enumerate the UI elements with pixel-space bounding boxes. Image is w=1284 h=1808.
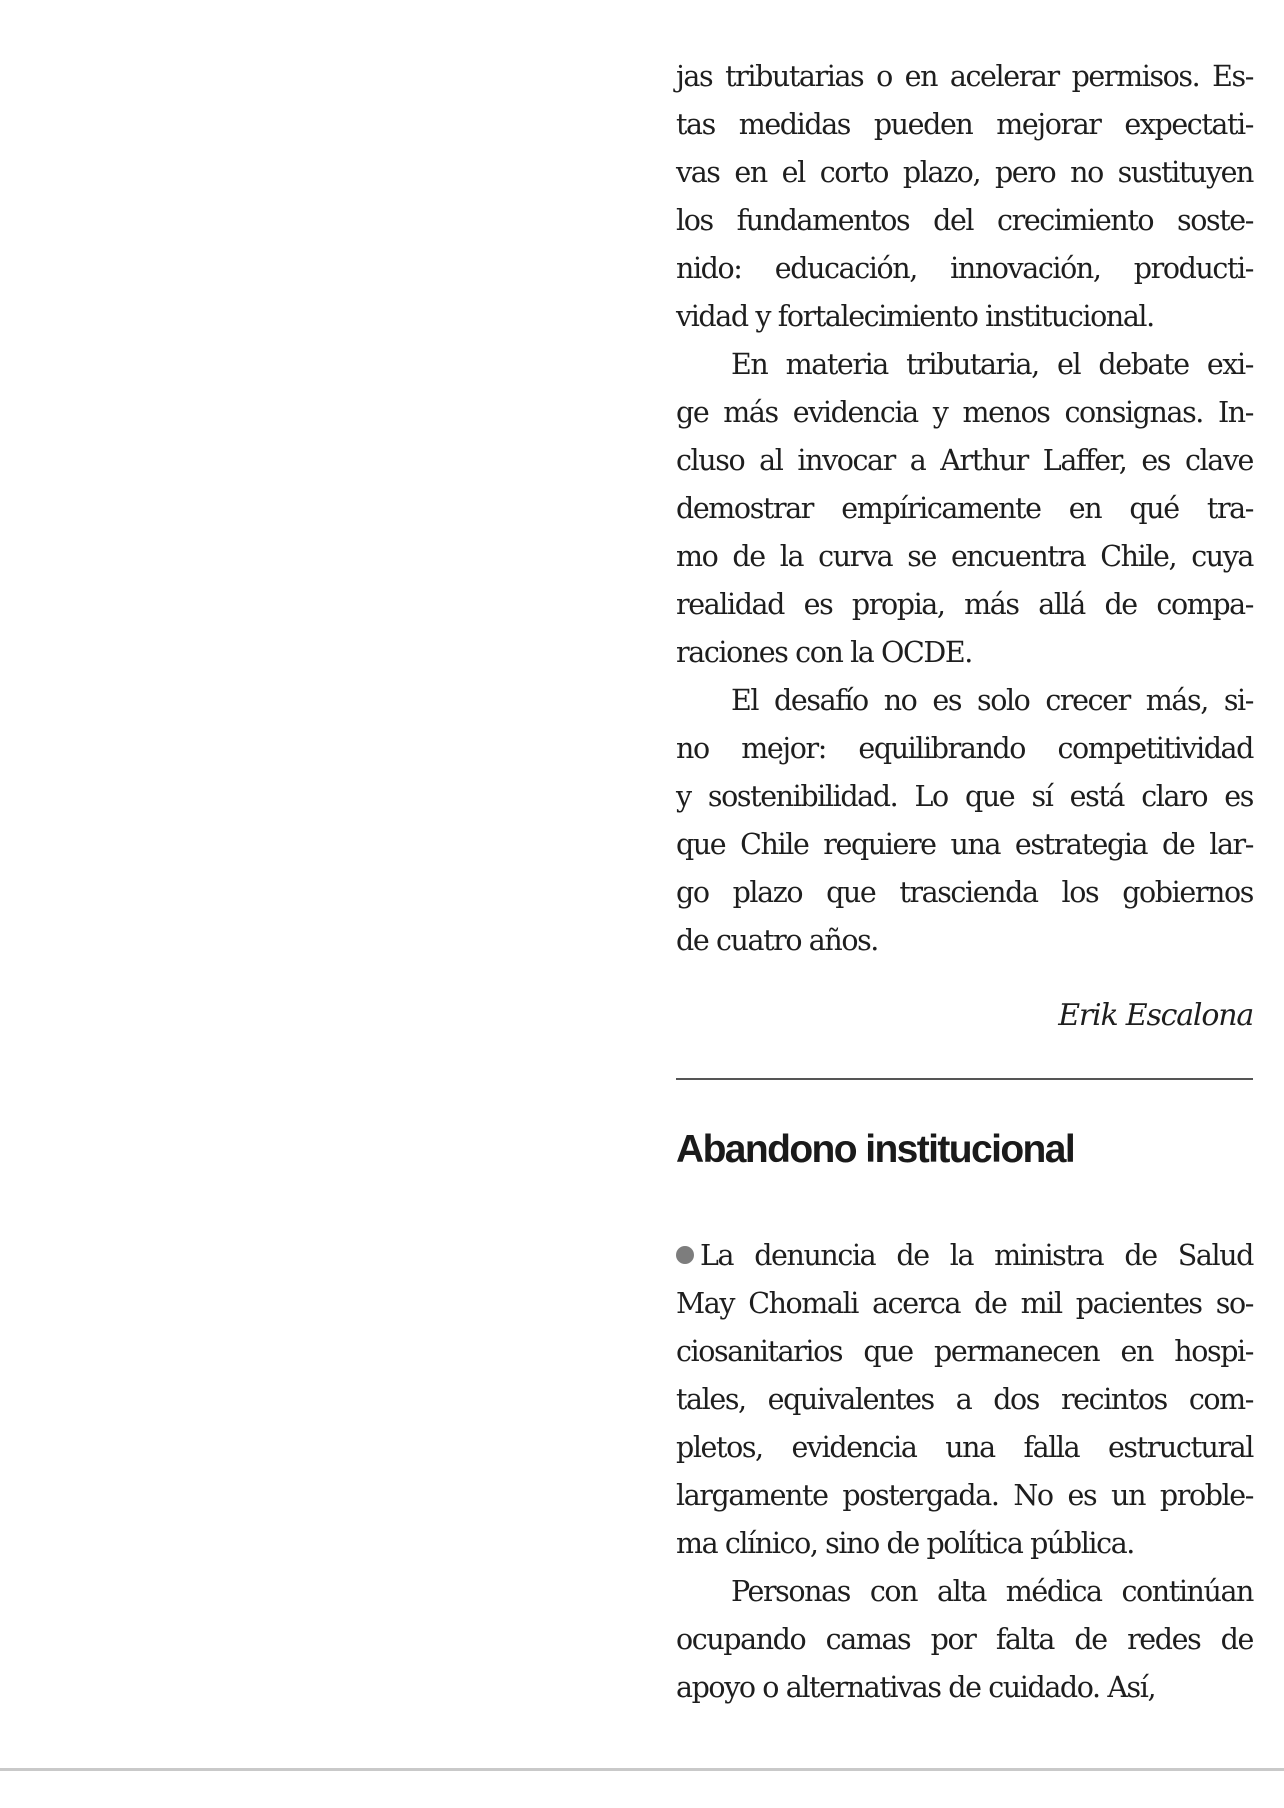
text-line-content: ocupando camas por falta de redes de <box>676 1623 1253 1656</box>
paragraph <box>676 1232 1253 1568</box>
article-column <box>676 53 1253 1712</box>
text-line <box>676 1664 1253 1712</box>
text-line-content: ma clínico, sino de política pública. <box>676 1527 1134 1560</box>
text-line <box>676 53 1253 101</box>
text-line-content: de cuatro años. <box>676 924 878 957</box>
text-line-content: cluso al invocar a Arthur Laffer, es clave <box>676 444 1253 477</box>
text-line <box>676 581 1253 629</box>
text-line <box>676 1424 1253 1472</box>
text-line-content: jas tributarias o en acelerar permisos. Es- <box>676 60 1253 93</box>
text-line <box>676 197 1253 245</box>
text-line <box>676 101 1253 149</box>
paragraph <box>676 1568 1253 1712</box>
text-line <box>676 773 1253 821</box>
text-line-content: realidad es propia, más allá de compa- <box>676 588 1253 621</box>
text-line <box>676 1472 1253 1520</box>
text-line <box>676 1376 1253 1424</box>
text-line <box>676 1568 1253 1616</box>
text-line-content: raciones con la OCDE. <box>676 636 972 669</box>
bullet-dot-icon <box>676 1246 694 1264</box>
text-line <box>676 437 1253 485</box>
page-bottom-rule <box>0 1768 1284 1771</box>
text-line <box>676 677 1253 725</box>
text-line-content: En materia tributaria, el debate exi- <box>731 348 1253 381</box>
text-line-content: go plazo que trascienda los gobiernos <box>676 876 1253 909</box>
text-line-content: que Chile requiere una estrategia de lar- <box>676 828 1253 861</box>
paragraph <box>676 53 1253 341</box>
text-line-content: mo de la curva se encuentra Chile, cuya <box>676 540 1253 573</box>
text-line <box>676 485 1253 533</box>
section-divider <box>676 1078 1253 1080</box>
text-line <box>676 1280 1253 1328</box>
text-line-content: Personas con alta médica continúan <box>731 1575 1253 1608</box>
text-line <box>676 917 1253 965</box>
text-line-content: nido: educación, innovación, producti- <box>676 252 1253 285</box>
letter-signature: Erik Escalona <box>1058 998 1253 1033</box>
text-line <box>676 869 1253 917</box>
text-line <box>676 533 1253 581</box>
text-line-content: vas en el corto plazo, pero no sustituyen <box>676 156 1253 189</box>
paragraph <box>676 677 1253 965</box>
text-line <box>676 293 1253 341</box>
text-line <box>676 245 1253 293</box>
text-line-content: tales, equivalentes a dos recintos com- <box>676 1383 1253 1416</box>
text-line <box>676 629 1253 677</box>
text-line <box>676 1232 1253 1280</box>
text-line-content: no mejor: equilibrando competitividad <box>676 732 1253 765</box>
text-line <box>676 389 1253 437</box>
text-line-content: pletos, evidencia una falla estructural <box>676 1431 1253 1464</box>
text-line-content: ge más evidencia y menos consignas. In- <box>676 396 1253 429</box>
text-line-content: y sostenibilidad. Lo que sí está claro es <box>676 780 1253 813</box>
letter-body <box>676 53 1253 965</box>
text-line <box>676 1328 1253 1376</box>
text-line-content: demostrar empíricamente en qué tra- <box>676 492 1253 525</box>
text-line-content: vidad y fortalecimiento institucional. <box>676 300 1154 333</box>
text-line <box>676 1616 1253 1664</box>
text-line-content: los fundamentos del crecimiento soste- <box>676 204 1253 237</box>
text-line-content: largamente postergada. No es un proble- <box>676 1479 1253 1512</box>
text-line <box>676 149 1253 197</box>
text-line-content: El desafío no es solo crecer más, si- <box>731 684 1253 717</box>
text-line <box>676 725 1253 773</box>
text-line <box>676 821 1253 869</box>
text-line-content: May Chomali acerca de mil pacientes so- <box>676 1287 1253 1320</box>
paragraph <box>676 341 1253 677</box>
text-line-content: tas medidas pueden mejorar expectati- <box>676 108 1253 141</box>
text-line-content: ciosanitarios que permanecen en hospi- <box>676 1335 1253 1368</box>
letter-body <box>676 1232 1253 1712</box>
text-line <box>676 1520 1253 1568</box>
text-line <box>676 341 1253 389</box>
text-line-content: apoyo o alternativas de cuidado. Así, <box>676 1671 1156 1704</box>
text-line-content: La denuncia de la ministra de Salud <box>700 1239 1253 1272</box>
letter-headline: Abandono institucional <box>676 1128 1075 1171</box>
